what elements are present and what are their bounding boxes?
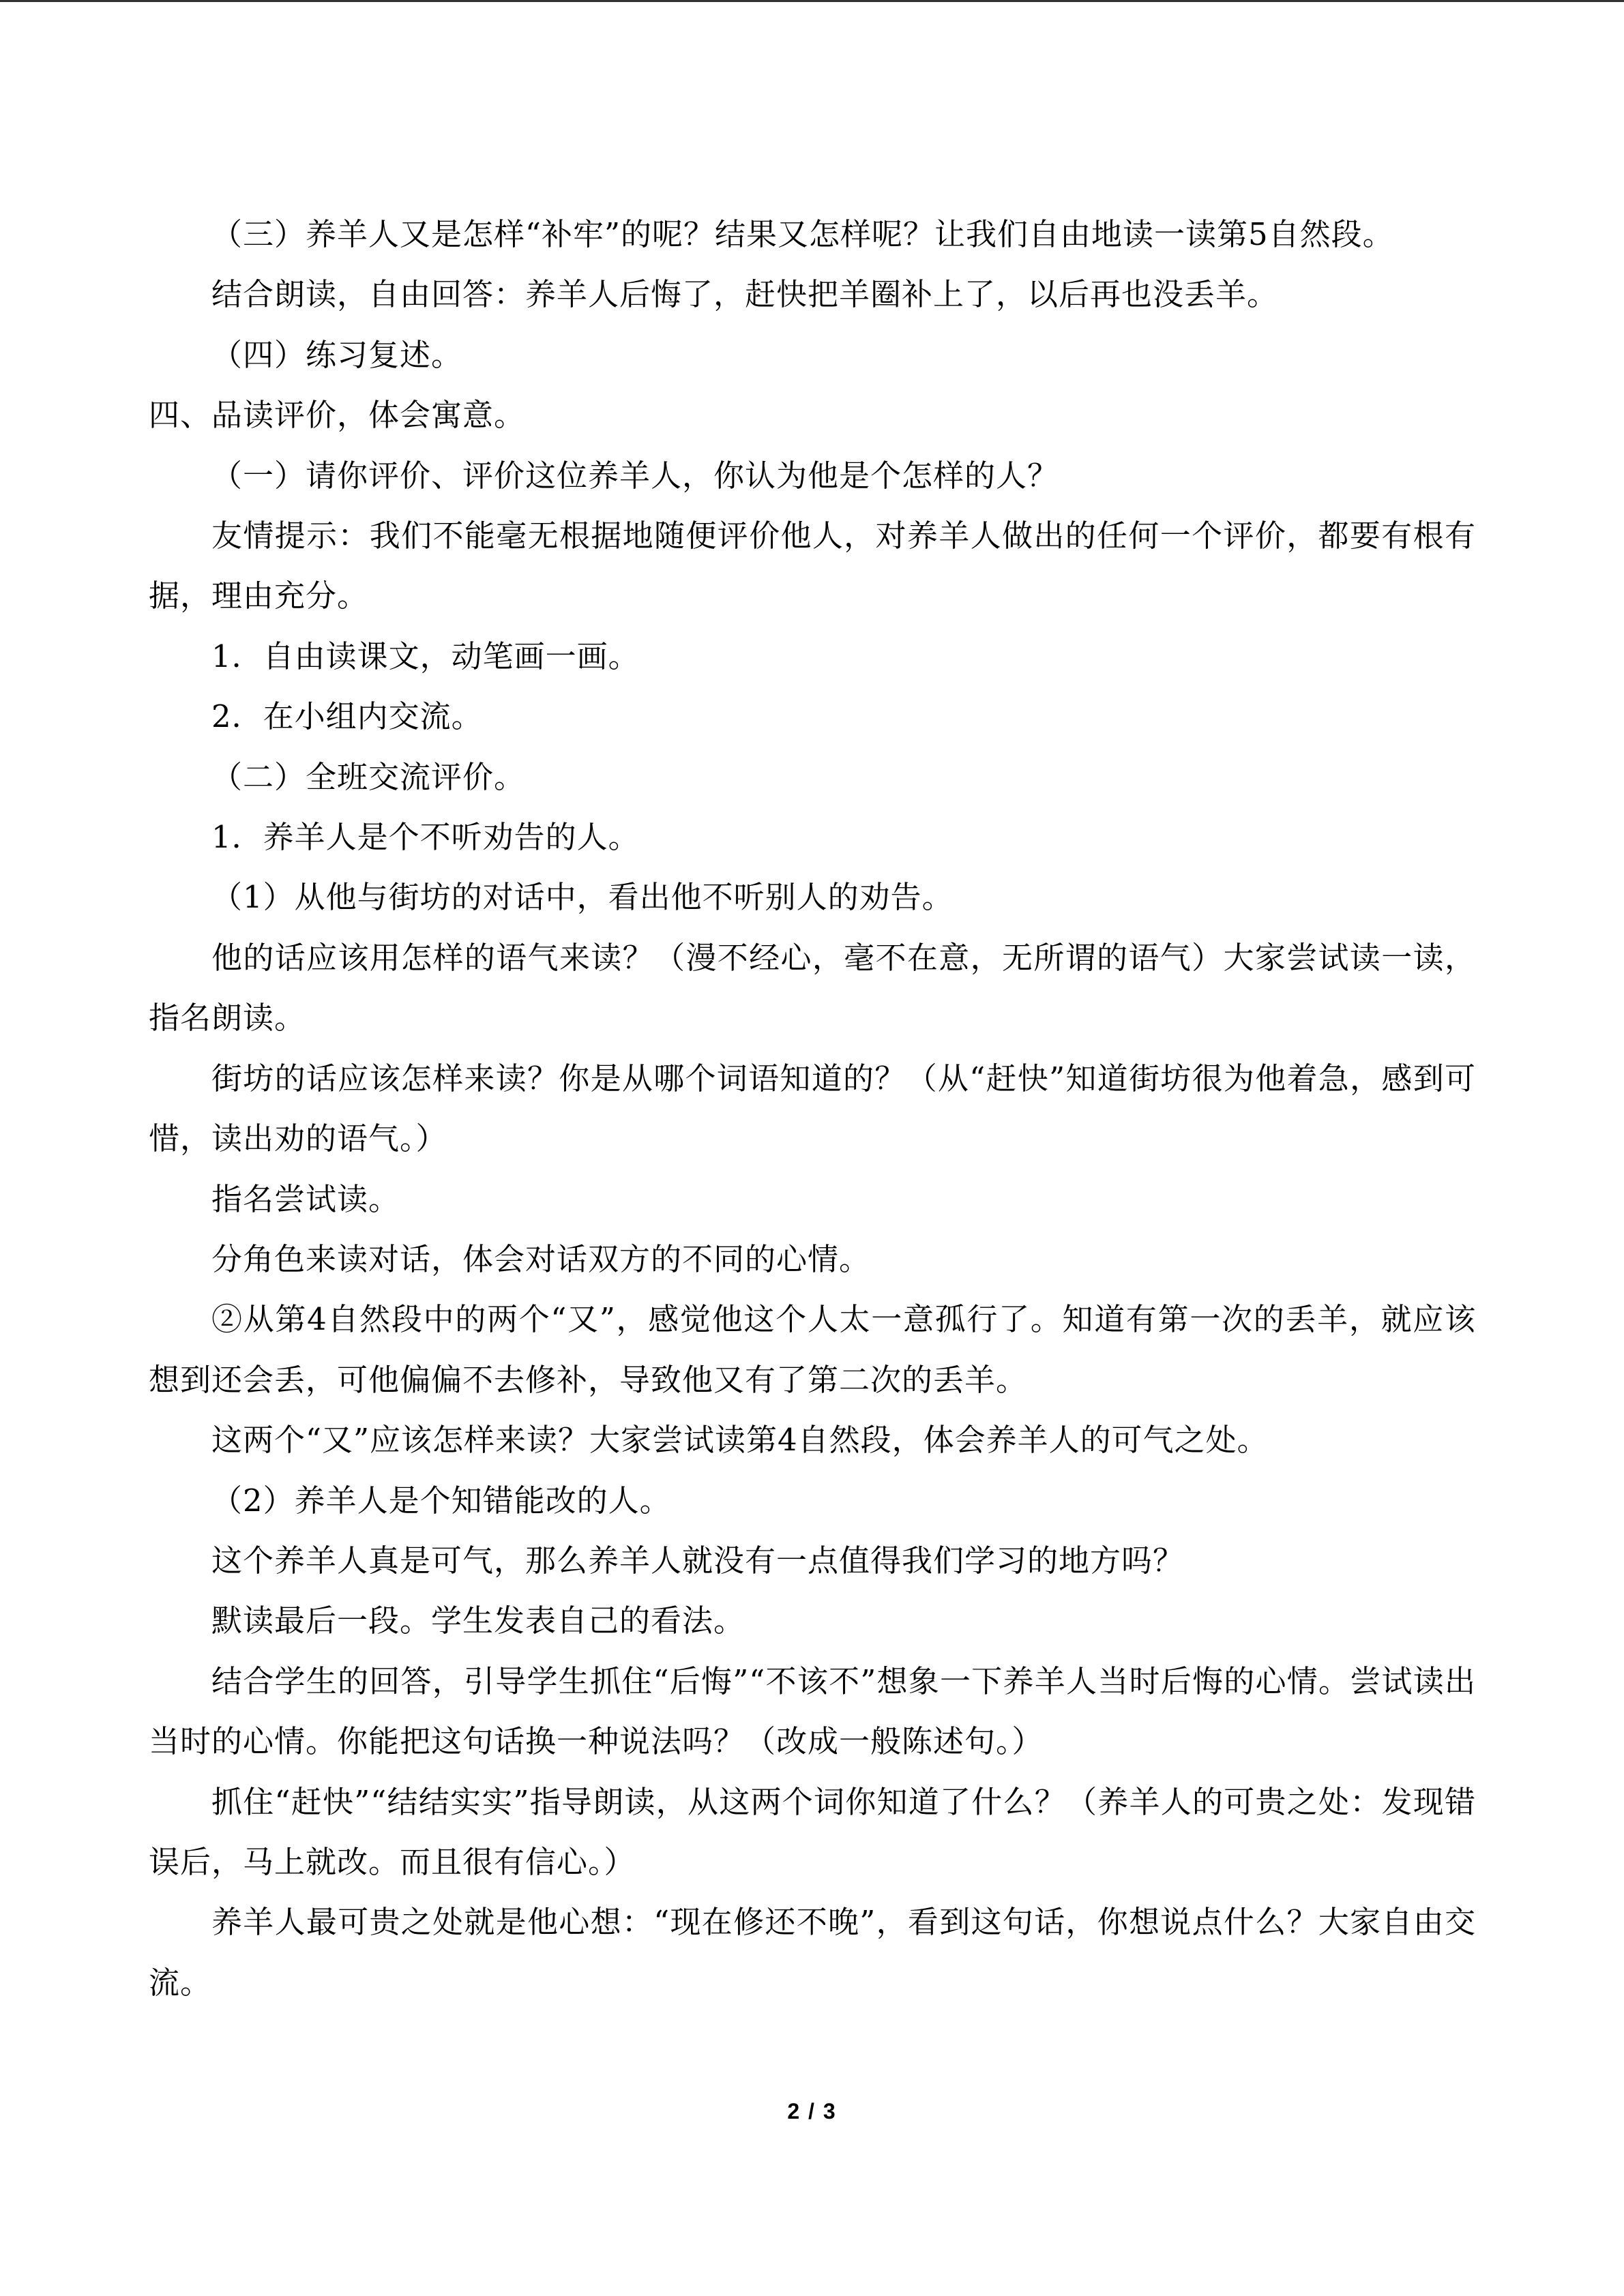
paragraph: 这两个“又”应该怎样来读？大家尝试读第4自然段，体会养羊人的可气之处。 [211, 1422, 1269, 1459]
paragraph: 分角色来读对话，体会对话双方的不同的心情。 [211, 1240, 871, 1277]
paragraph: （三）养羊人又是怎样“补牢”的呢？结果又怎样呢？让我们自由地读一读第5自然段。 [211, 216, 1394, 252]
paragraph: 友情提示：我们不能毫无根据地随便评价他人，对养羊人做出的任何一个评价，都要有根有据，理由充分。 [149, 518, 1476, 614]
paragraph: ②从第4自然段中的两个“又”，感觉他这个人太一意孤行了。知道有第一次的丢羊，就应该想到还会丢，可他偏偏不去修补，导致他又有了第二次的丢羊。 [149, 1301, 1476, 1398]
section-heading: 四、品读评价，体会寓意。 [149, 397, 526, 434]
paragraph: （1）从他与街坊的对话中，看出他不听别人的劝告。 [211, 879, 954, 916]
top-border-line [0, 0, 1624, 2]
paragraph: 街坊的话应该怎样来读？你是从哪个词语知道的？（从“赶快”知道街坊很为他着急，感到可惜，读出劝的语气。） [149, 1060, 1476, 1157]
paragraph: （二）全班交流评价。 [211, 758, 526, 795]
paragraph: 抓住“赶快”“结结实实”指导朗读，从这两个词你知道了什么？（养羊人的可贵之处：发现错误后，马上就改。而且很有信心。） [149, 1783, 1476, 1880]
page-number: 2 / 3 [787, 2099, 837, 2123]
paragraph: 这个养羊人真是可气，那么养羊人就没有一点值得我们学习的地方吗？ [211, 1542, 1185, 1579]
paragraph: 默读最后一段。学生发表自己的看法。 [211, 1602, 745, 1639]
paragraph: （一）请你评价、评价这位养羊人，你认为他是个怎样的人？ [211, 457, 1059, 494]
paragraph: 1．自由读课文，动笔画一画。 [211, 638, 640, 674]
paragraph: 结合学生的回答，引导学生抓住“后悔”“不该不”想象一下养羊人当时后悔的心情。尝试读出当时的心情。你能把这句话换一种说法吗？（改成一般陈述句。） [149, 1663, 1476, 1760]
paragraph: 结合朗读，自由回答：养羊人后悔了，赶快把羊圈补上了，以后再也没丢羊。 [211, 276, 1279, 313]
page-body [149, 205, 1476, 2013]
paragraph: 指名尝试读。 [211, 1180, 400, 1217]
paragraph: （2）养羊人是个知错能改的人。 [211, 1482, 671, 1519]
paragraph: 1．养羊人是个不听劝告的人。 [211, 819, 640, 856]
paragraph: 养羊人最可贵之处就是他心想：“现在修还不晚”，看到这句话，你想说点什么？大家自由交流。 [149, 1904, 1476, 2001]
paragraph: （四）练习复述。 [211, 336, 463, 373]
paragraph: 他的话应该用怎样的语气来读？（漫不经心，毫不在意，无所谓的语气）大家尝试读一读，指名朗读。 [149, 939, 1476, 1037]
paragraph: 2．在小组内交流。 [211, 698, 483, 735]
